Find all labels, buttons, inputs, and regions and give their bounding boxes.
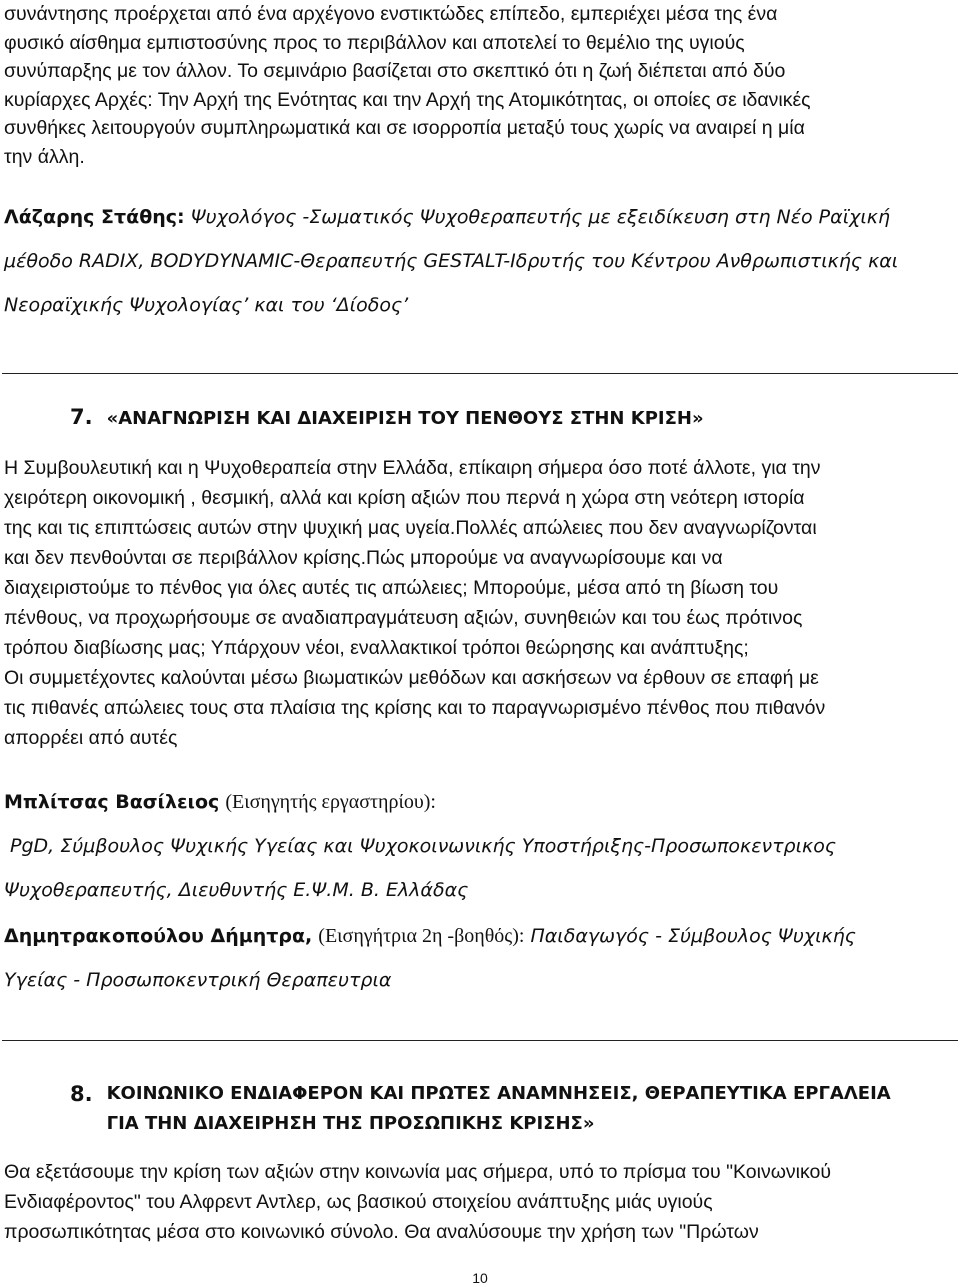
body-line: Η Συμβουλευτική και η Ψυχοθεραπεία στην Ελλάδα, επίκαιρη σήμερα όσο ποτέ άλλοτε, για την — [4, 457, 821, 479]
body-line: της και τις επιπτώσεις αυτών στην ψυχική μας υγεία.Πολλές απώλειες που δεν αναγνωρίζονται — [4, 517, 817, 539]
presenter-description: Ψυχοθεραπευτής, Διευθυντής Ε.Ψ.Μ. Β. Ελλάδας — [4, 879, 469, 901]
intro-line: φυσικό αίσθημα εμπιστοσύνης προς το περιβάλλον και αποτελεί το θεμέλιο της υγιούς — [4, 31, 745, 54]
presenter-description: Υγείας - Προσωποκεντρική Θεραπευτρια — [4, 969, 392, 991]
presenter-description: Ψυχολόγος -Σωματικός Ψυχοθεραπευτής με εξειδίκευση στη Νέο Ραϊχική — [190, 206, 891, 228]
intro-line: συνθήκες λειτουργούν συμπληρωματικά και σε ισορροπία μεταξύ τους χωρίς να αναιρεί η μία — [4, 117, 805, 139]
section-8-heading — [70, 1079, 950, 1139]
intro-paragraph — [4, 0, 956, 171]
body-line: απορρέει από αυτές — [4, 727, 178, 749]
section-divider — [2, 1040, 958, 1041]
section-7-body — [4, 453, 956, 753]
presenter-name: Μπλίτσας Βασίλειος — [4, 791, 220, 813]
section-number: 7. — [70, 405, 93, 429]
presenter-description: PgD, Σύμβουλος Ψυχικής Υγείας και Ψυχοκοινωνικής Υποστήριξης-Προσωποκεντρικος — [10, 835, 836, 857]
presenter-bio-lazaris — [4, 195, 956, 327]
section-8-body — [4, 1157, 956, 1247]
body-line: διαχειριστούμε το πένθος για όλες αυτές τις απώλειες; Μπορούμε, μέσα από τη βίωση του — [4, 577, 779, 599]
section-number: 8. — [70, 1082, 93, 1106]
section-title: «ΑΝΑΓΝΩΡΙΣΗ ΚΑΙ ΔΙΑΧΕΙΡΙΣΗ ΤΟΥ ΠΕΝΘΟΥΣ ΣΤΗΝ ΚΡΙΣΗ» — [106, 408, 704, 429]
body-line: προσωπικότητας μέσα στο κοινωνικό σύνολο. Θα αναλύσουμε την χρήση των "Πρώτων — [4, 1221, 759, 1243]
body-line: πένθους, να προχωρήσουμε σε αναδιαπραγμάτευση αξιών, συνηθειών και του έως πρότινος — [4, 607, 803, 629]
presenter-description: Νεοραϊχικής Ψυχολογίας’ και του ‘Δίοδος’ — [4, 294, 409, 316]
intro-line: συνύπαρξης με τον άλλον. Το σεμινάριο βασίζεται στο σκεπτικό ότι η ζωή διέπεται από δύο — [4, 60, 786, 82]
section-7-heading — [70, 402, 950, 434]
intro-line: κυρίαρχες Αρχές: Την Αρχή της Ενότητας και την Αρχή της Ατομικότητας, οι οποίες σε ιδανικές — [4, 88, 811, 111]
body-line: χειρότερη οικονομική , θεσμική, αλλά και κρίση αξιών που περνά η χώρα στη νεότερη ιστορία — [4, 487, 805, 509]
body-line: Ενδιαφέροντος" του Αλφρεντ Αντλερ, ως βασικού στοιχείου ανάπτυξης μιάς υγιούς — [4, 1191, 713, 1213]
section-title: ΓΙΑ ΤΗΝ ΔΙΑΧΕΙΡΗΣΗ ΤΗΣ ΠΡΟΣΩΠΙΚΗΣ ΚΡΙΣΗΣ» — [106, 1113, 595, 1134]
page-number: 10 — [472, 1270, 488, 1286]
presenter-bio-blitsas — [4, 780, 956, 912]
presenter-role: (Εισηγητής εργαστηρίου): — [225, 791, 436, 813]
section-divider — [2, 373, 958, 374]
presenter-name: Λάζαρης Στάθης: — [4, 206, 185, 228]
intro-line: συνάντησης προέρχεται από ένα αρχέγονο ενστικτώδες επίπεδο, εμπεριέχει μέσα της ένα — [4, 3, 778, 25]
body-line: και δεν πενθούνται σε περιβάλλον κρίσης.Πώς μπορούμε να αναγνωρίσουμε και να — [4, 547, 723, 569]
presenter-description: μέθοδο RADIX, BODYDYNAMIC-Θεραπευτής GESTALT-Ιδρυτής του Κέντρου Ανθρωπιστικής και — [4, 250, 899, 272]
section-title: ΚΟΙΝΩΝΙΚΟ ΕΝΔΙΑΦΕΡΟΝ ΚΑΙ ΠΡΩΤΕΣ ΑΝΑΜΝΗΣΕΙΣ, ΘΕΡΑΠΕΥΤΙΚΑ ΕΡΓΑΛΕΙΑ — [106, 1083, 891, 1104]
presenter-role: (Εισηγήτρια 2η -βοηθός): — [318, 925, 525, 947]
body-line: Οι συμμετέχοντες καλούνται μέσω βιωματικών μεθόδων και ασκήσεων να έρθουν σε επαφή με — [4, 667, 819, 689]
body-line: Θα εξετάσουμε την κρίση των αξιών στην κοινωνία μας σήμερα, υπό το πρίσμα του "Κοινωνικού — [4, 1161, 832, 1183]
presenter-description: Παιδαγωγός - Σύμβουλος Ψυχικής — [530, 925, 856, 947]
body-line: τις πιθανές απώλειες τους στα πλαίσια της κρίσης και το παραγνωρισμένο πένθος που πιθανόν — [4, 697, 826, 719]
presenter-name: Δημητρακοπούλου Δήμητρα, — [4, 925, 313, 947]
body-line: τρόπου διαβίωσης μας; Υπάρχουν νέοι, εναλλακτικοί τρόποι θεώρησης και ανάπτυξης; — [4, 637, 749, 659]
intro-line: την άλλη. — [4, 145, 85, 168]
presenter-bio-dimitrakopoulou — [4, 914, 956, 1002]
